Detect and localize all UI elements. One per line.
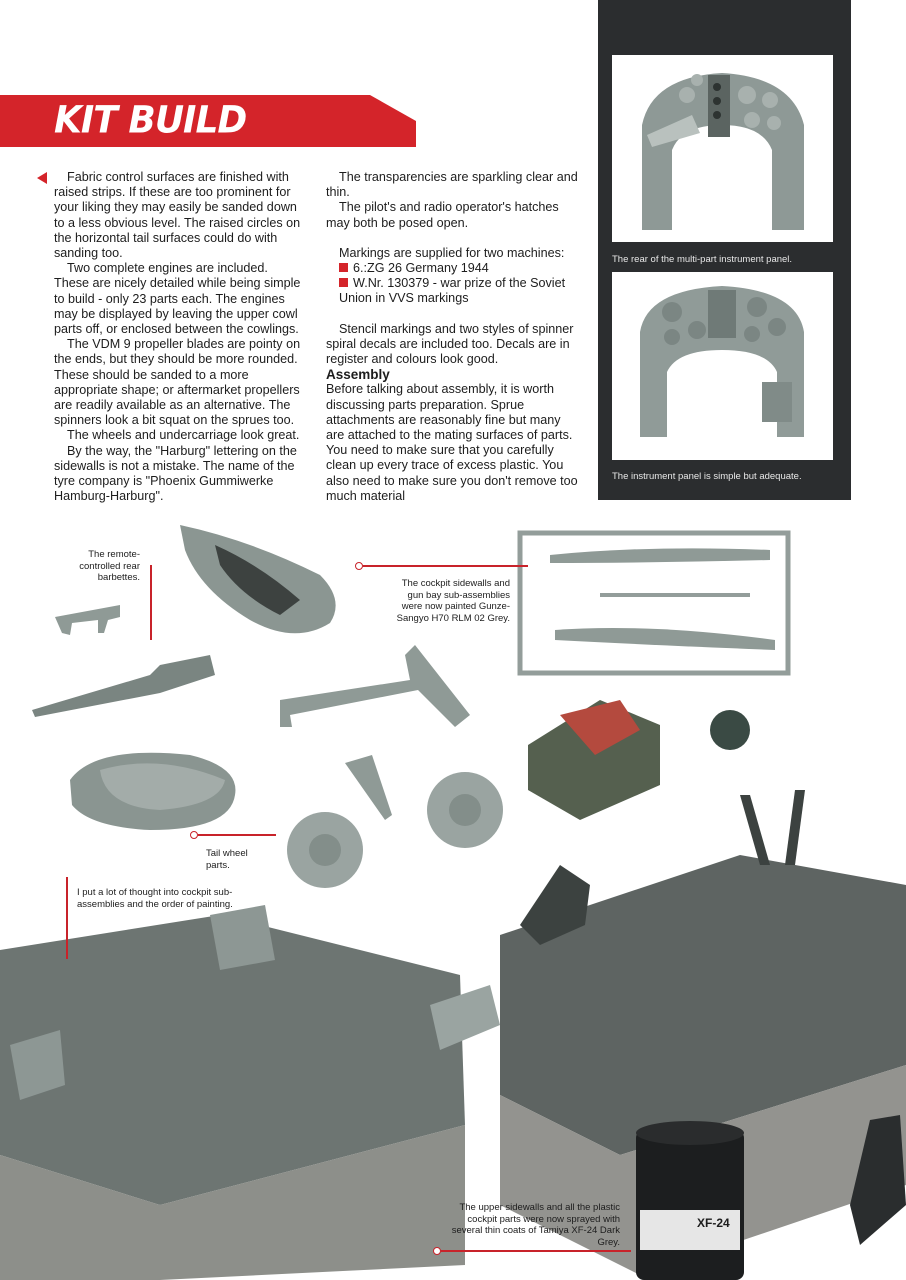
caption-leader [441, 1250, 631, 1252]
paragraph: Two complete engines are included. These are nicely detailed while being simple to build - only 23 parts each. The engines may be displayed by leaving the upper cowl parts off, or enclosed between the cowlings. [54, 261, 301, 337]
paragraph: The VDM 9 propeller blades are pointy on the ends, but they should be more rounded. These should be sanded to a more appropriate shape; or aftermarket propellers are readily available as an alternative. The spinners look a bit squat on the sprues too. [54, 337, 301, 428]
caption-dot-icon [355, 562, 363, 570]
caption-tail-wheel: Tail wheel parts. [206, 848, 248, 871]
paragraph: By the way, the "Harburg" lettering on the sidewalls is not a mistake. The name of the tyre company is "Phoenix Gummiwerke Hamburg-Harburg". [54, 443, 297, 504]
caption-sub-assemblies: I put a lot of thought into cockpit sub-assemblies and the order of painting. [77, 887, 233, 910]
paragraph: The transparencies are sparkling clear and thin. [326, 170, 578, 200]
marking-item: 6.:ZG 26 Germany 1944 [326, 261, 582, 276]
paragraph: Fabric control surfaces are finished with raised strips. If these are too prominent for your liking they may easily be sanded down to a less obvious level. The raised circles on the horizontal tail surfaces could do with sanding too. [54, 170, 301, 261]
caption-sidewalls: The cockpit sidewalls and gun bay sub-assemblies were now painted Gunze-Sangyo H70 RLM 02 Grey. [396, 578, 510, 624]
marking-item: W.Nr. 130379 - war prize of the Soviet Union in VVS markings [339, 276, 566, 306]
photo-instrument-rear [612, 55, 833, 242]
paragraph: Stencil markings and two styles of spinner spiral decals are included too. Decals are in register and colours look good. [326, 321, 574, 367]
bullet-square-icon [339, 263, 348, 272]
paragraph: The wheels and undercarriage look great. [67, 428, 300, 443]
text-column-1 [54, 170, 306, 504]
subheading-assembly: Assembly [326, 367, 390, 383]
caption-leader [363, 565, 528, 567]
paragraph: Before talking about assembly, it is worth discussing parts preparation. Sprue attachments are reasonably fine but many are attached to the mating surfaces of parts. You need to make sure that you carefully clean up every trace of excess plastic. You also need to make sure you don't remove too much material [326, 382, 578, 503]
caption-leader [66, 877, 68, 959]
caption-upper-sidewalls: The upper sidewalls and all the plastic cockpit parts were now sprayed with several thin coats of Tamiya XF-24 Dark Grey. [451, 1202, 620, 1248]
caption-barbettes: The remote-controlled rear barbettes. [79, 549, 140, 583]
continue-arrow-icon [37, 172, 47, 184]
caption-dot-icon [190, 831, 198, 839]
paragraph: The pilot's and radio operator's hatches may both be posed open. [326, 200, 559, 230]
jar-label: XF-24 [697, 1216, 730, 1230]
caption-leader [198, 834, 276, 836]
section-title: KIT BUILD [54, 98, 247, 143]
photo-instrument-front [612, 272, 833, 460]
caption-dot-icon [433, 1247, 441, 1255]
caption-leader [150, 565, 152, 640]
bullet-square-icon [339, 278, 348, 287]
caption-instrument-front: The instrument panel is simple but adequate. [612, 471, 802, 482]
markings-intro: Markings are supplied for two machines: [339, 245, 565, 260]
text-column-2 [326, 170, 582, 504]
caption-instrument-rear: The rear of the multi-part instrument panel. [612, 254, 793, 265]
